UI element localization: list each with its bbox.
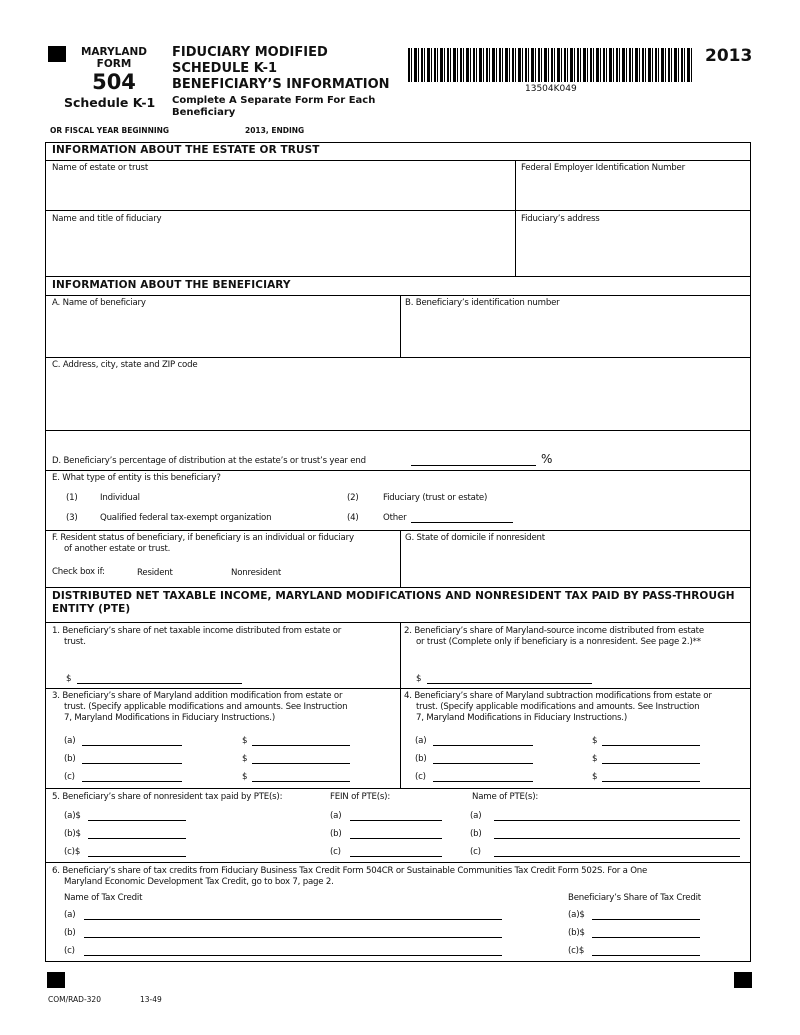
dollar-sign: $	[242, 736, 248, 746]
fiduciary-address-field[interactable]: Fiduciary’s address	[521, 214, 600, 224]
resident-status-label: F. Resident status of beneficiary, if beneficiary is an individual or fiduciary	[52, 533, 354, 543]
credit-share-input[interactable]	[592, 929, 700, 938]
dollar-sign: $	[592, 754, 598, 764]
pte-fein-item-label: (a)	[330, 811, 342, 821]
line5-item-label: (a)$	[64, 811, 81, 821]
line5-item-label: (c)$	[64, 847, 81, 857]
line1-label-2: trust.	[64, 637, 86, 647]
state-label: MARYLAND	[80, 46, 147, 58]
registration-mark	[48, 46, 66, 62]
barcode	[408, 48, 692, 82]
line3-amount-input[interactable]	[252, 773, 350, 782]
entity-type-question: E. What type of entity is this beneficiary?	[52, 473, 221, 483]
dollar-sign: $	[416, 674, 422, 684]
credit-share-header: Beneficiary’s Share of Tax Credit	[568, 893, 701, 903]
entity-other-input[interactable]	[411, 514, 513, 523]
line1-label: 1. Beneficiary’s share of net taxable income distributed from estate or	[52, 626, 342, 636]
beneficiary-name-field[interactable]: A. Name of beneficiary	[52, 298, 146, 308]
pte-name-item-label: (b)	[470, 829, 482, 839]
pte-fein-item-label: (c)	[330, 847, 341, 857]
distributed-heading: DISTRIBUTED NET TAXABLE INCOME, MARYLAND MODIFICATIONS AND NONRESIDENT TAX PAID BY PASS-THROUGH	[52, 590, 735, 602]
pte-name-item-label: (c)	[470, 847, 481, 857]
line1-input[interactable]	[77, 675, 242, 684]
credit-share-item-label: (a)$	[568, 910, 585, 920]
beneficiary-heading: INFORMATION ABOUT THE BENEFICIARY	[52, 279, 291, 291]
line6-label-2: Maryland Economic Development Tax Credit, go to box 7, page 2.	[64, 877, 334, 887]
line5-label: 5. Beneficiary’s share of nonresident tax paid by PTE(s):	[52, 792, 283, 802]
line3-item-label: (a)	[64, 736, 76, 746]
form-number: 504	[92, 70, 136, 94]
line3-item-label: (b)	[64, 754, 76, 764]
line4-amount-input[interactable]	[602, 755, 700, 764]
beneficiary-id-field[interactable]: B. Beneficiary’s identification number	[405, 298, 560, 308]
line4-item-label: (a)	[415, 736, 427, 746]
registration-mark	[734, 972, 752, 988]
percent-sign: %	[541, 452, 553, 466]
dollar-sign: $	[592, 772, 598, 782]
line4-modification-input[interactable]	[433, 755, 533, 764]
entity-option-tax-exempt[interactable]: Qualified federal tax-exempt organization	[100, 513, 272, 523]
beneficiary-address-field[interactable]: C. Address, city, state and ZIP code	[52, 360, 198, 370]
pte-fein-input[interactable]	[350, 812, 442, 821]
check-box-label: Check box if:	[52, 567, 105, 577]
line3-modification-input[interactable]	[82, 737, 182, 746]
resident-checkbox[interactable]: Resident	[137, 568, 173, 578]
credit-item-label: (a)	[64, 910, 76, 920]
credit-name-input[interactable]	[84, 947, 502, 956]
estate-name-field[interactable]: Name of estate or trust	[52, 163, 149, 173]
line2-label-2: or trust (Complete only if beneficiary is a nonresident. See page 2.)**	[416, 637, 701, 647]
line4-label-2: trust. (Specify applicable modifications and amounts. See Instruction	[416, 702, 700, 712]
credit-name-input[interactable]	[84, 929, 502, 938]
entity-option-other[interactable]: Other	[383, 513, 407, 523]
credit-share-input[interactable]	[592, 947, 700, 956]
title-line3: BENEFICIARY’S INFORMATION	[172, 77, 390, 92]
dollar-sign: $	[242, 754, 248, 764]
line3-label-3: 7, Maryland Modifications in Fiduciary Instructions.)	[64, 713, 275, 723]
line5-tax-input[interactable]	[88, 812, 186, 821]
line2-input[interactable]	[427, 675, 592, 684]
fiduciary-name-field[interactable]: Name and title of fiduciary	[52, 214, 162, 224]
line5-item-label: (b)$	[64, 829, 81, 839]
credit-name-header: Name of Tax Credit	[64, 893, 143, 903]
line4-item-label: (c)	[415, 772, 426, 782]
pte-name-input[interactable]	[494, 848, 740, 857]
entity-num: (4)	[347, 513, 359, 523]
dollar-sign: $	[592, 736, 598, 746]
pte-fein-input[interactable]	[350, 830, 442, 839]
entity-num: (2)	[347, 493, 359, 503]
title-line1: FIDUCIARY MODIFIED	[172, 45, 328, 60]
registration-mark	[47, 972, 65, 988]
credit-item-label: (c)	[64, 946, 75, 956]
dollar-sign: $	[66, 674, 72, 684]
distribution-percentage-input[interactable]	[411, 457, 536, 466]
form-revision: 13-49	[140, 995, 162, 1004]
line3-label-2: trust. (Specify applicable modifications and amounts. See Instruction	[64, 702, 348, 712]
line4-modification-input[interactable]	[433, 737, 533, 746]
state-of-domicile-field[interactable]: G. State of domicile if nonresident	[405, 533, 545, 543]
pte-name-input[interactable]	[494, 830, 740, 839]
line3-label: 3. Beneficiary’s share of Maryland addition modification from estate or	[52, 691, 343, 701]
line3-modification-input[interactable]	[82, 773, 182, 782]
entity-num: (3)	[66, 513, 78, 523]
pte-name-label: Name of PTE(s):	[472, 792, 539, 802]
nonresident-checkbox[interactable]: Nonresident	[231, 568, 281, 578]
line4-item-label: (b)	[415, 754, 427, 764]
pte-fein-input[interactable]	[350, 848, 442, 857]
line4-label-3: 7, Maryland Modifications in Fiduciary Instructions.)	[416, 713, 627, 723]
fein-field[interactable]: Federal Employer Identification Number	[521, 163, 685, 173]
line3-amount-input[interactable]	[252, 755, 350, 764]
tax-year: 2013	[705, 46, 753, 66]
entity-num: (1)	[66, 493, 78, 503]
title-line2: SCHEDULE K-1	[172, 61, 278, 76]
entity-option-fiduciary[interactable]: Fiduciary (trust or estate)	[383, 493, 488, 503]
resident-status-label-2: of another estate or trust.	[64, 544, 171, 554]
credit-name-input[interactable]	[84, 911, 502, 920]
fiscal-ending-label: 2013, ENDING	[245, 126, 305, 135]
line3-modification-input[interactable]	[82, 755, 182, 764]
credit-share-item-label: (c)$	[568, 946, 585, 956]
dollar-sign: $	[242, 772, 248, 782]
form-word: FORM	[96, 58, 132, 70]
line2-label: 2. Beneficiary’s share of Maryland-source income distributed from estate	[404, 626, 704, 636]
pte-fein-label: FEIN of PTE(s):	[330, 792, 391, 802]
schedule-label: Schedule K-1	[64, 95, 156, 110]
credit-share-input[interactable]	[592, 911, 700, 920]
line6-label: 6. Beneficiary’s share of tax credits from Fiduciary Business Tax Credit Form 504CR or Sustainable Communities Tax Credit Form 502S. For a One	[52, 866, 648, 876]
distribution-percentage-label: D. Beneficiary’s percentage of distribution at the estate’s or trust’s year end	[52, 456, 366, 466]
pte-name-item-label: (a)	[470, 811, 482, 821]
credit-item-label: (b)	[64, 928, 76, 938]
line4-modification-input[interactable]	[433, 773, 533, 782]
line5-tax-input[interactable]	[88, 848, 186, 857]
pte-fein-item-label: (b)	[330, 829, 342, 839]
line3-item-label: (c)	[64, 772, 75, 782]
entity-option-individual[interactable]: Individual	[100, 493, 140, 503]
line4-amount-input[interactable]	[602, 773, 700, 782]
estate-heading: INFORMATION ABOUT THE ESTATE OR TRUST	[52, 144, 320, 156]
line5-tax-input[interactable]	[88, 830, 186, 839]
line3-amount-input[interactable]	[252, 737, 350, 746]
line4-label: 4. Beneficiary’s share of Maryland subtraction modifications from estate or	[404, 691, 712, 701]
barcode-number: 13504K049	[525, 84, 577, 94]
pte-name-input[interactable]	[494, 812, 740, 821]
subtitle: Complete A Separate Form For Each Beneficiary	[172, 95, 376, 118]
form-code: COM/RAD-320	[48, 995, 101, 1004]
fiscal-beginning-label: OR FISCAL YEAR BEGINNING	[50, 126, 170, 135]
distributed-heading-2: ENTITY (PTE)	[52, 603, 131, 615]
line4-amount-input[interactable]	[602, 737, 700, 746]
credit-share-item-label: (b)$	[568, 928, 585, 938]
